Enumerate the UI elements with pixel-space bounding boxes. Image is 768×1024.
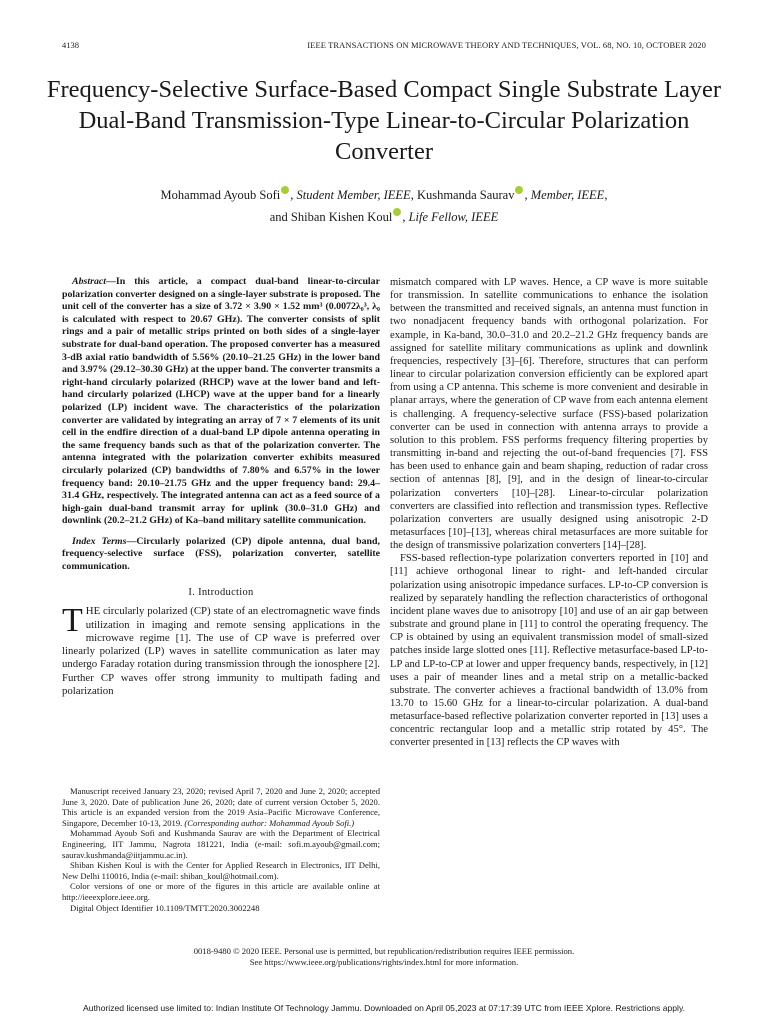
body-paragraph: FSS-based reflection-type polarization converters reported in [10] and [11] achieve orthogonal linear to right- and left-handed circular polarization using anisotropic impedance surfaces. LP-to-CP conversion is realized by separately handling the reflection characteristics of orthogonal incident plane waves due to anisotropy [10] and use of an air gap between substrate and ground plane in [11] to control the operating frequency. The CP is obtained by using an equivalent transmission model of small-sized patches inside large slotted ones [11]. Reflective metasurface-based LP-to-LP and LP-to-CP at lower and upper frequency bands, respectively, in [12] uses a pair of meander lines and a metal strip on a metallic-backed substrate. The converter achieves a fractional bandwidth of 13.0% from 13.70 to 15.60 GHz for a linear-to-circular polarization. A dual-band metasurface-based reflective polarization converter reported in [13] uses a concentric rectangular loop and a metallic strip rotated by 45°. The converter presented in [13] reflects the CP waves with bbox=[390, 553, 708, 749]
abstract-text: —In this article, a compact dual-band linear-to-circular polarization converter designed on a single-layer substrate is proposed. The unit cell of the converter has a size of 3.72 × 3.90 × 1.52 mm³ (0.0072λ₀³, λ₀ is calculated with respect to 20.67 GHz). The converter consists of split rings and a pair of metallic strips printed on both sides of a single-layer substrate for dual-band operation. The proposed converter has a measured 3-dB axial ratio bandwidth of 5.56% (20.10–21.25 GHz) in the lower band and 3.97% (29.12–30.30 GHz) at the upper band. The converter transmits a right-hand circularly polarized (RHCP) wave at the lower band and left-hand circularly polarized (LHCP) wave at the upper band for a linearly polarized (LP) incident wave. The characteristics of the polarization converter are validated by integrating an array of 7 × 7 elements of its unit cell in the endfire direction of a dual-band LP dipole antenna operating in the same frequency bands such as that of the polarization converter. The antenna integrated with the polarization converter exhibits measured circularly polarized (CP) bandwidths of 7.80% and 6.57% in the lower frequency band: 20.10–21.75 GHz and the upper frequency band: 29.4–31.4 GHz, respectively. The integrated antenna can act as a feed source of a high-gain dual-band transmit array for uplink (30.0–31.0 GHz) and downlink (20.2–21.2 GHz) of Ka–band military satellite communication. bbox=[62, 276, 380, 527]
author-name: Shiban Kishen Koul bbox=[290, 210, 393, 224]
footnote-affiliation-2: Shiban Kishen Koul is with the Center for Applied Research in Electronics, IIT Delhi, New Delhi 110016, India (e-mail: shiban_koul@hotmail.com). bbox=[62, 860, 380, 881]
copyright-notice bbox=[62, 946, 706, 968]
orcid-icon[interactable] bbox=[515, 186, 523, 194]
drop-cap: T bbox=[62, 602, 83, 640]
intro-text: HE circularly polarized (CP) state of an electromagnetic wave finds utilization in imaging and remote sensing applications in the microwave regime [1]. The use of CP wave is preferred over linearly polarized (LP) waves in satellite communication as later may undergo Faraday rotation during transmission through the ionosphere [2]. Further CP waves offer strong immunity to multipath fading and polarization bbox=[62, 605, 380, 698]
page-number: 4138 bbox=[62, 40, 79, 50]
footnote-doi: Digital Object Identifier 10.1109/TMTT.2020.3002248 bbox=[70, 902, 260, 913]
footnote-text: Manuscript received January 23, 2020; revised April 7, 2020 and June 2, 2020; accepted June 3, 2020. Date of publication June 26, 2020; date of current version October 5, 2020. This article is an expanded version from the 2019 Asia–Pacific Microwave Conference, Singapore, December 10-13, 2019. bbox=[62, 786, 380, 828]
index-terms bbox=[62, 536, 380, 574]
footnote-color-note: Color versions of one or more of the figures in this article are available online at http://ieeexplore.ieee.org. bbox=[62, 881, 380, 902]
intro-paragraph bbox=[62, 602, 380, 698]
license-footer: Authorized licensed use limited to: Indian Institute Of Technology Jammu. Downloaded on April 05,2023 at 07:17:39 UTC from IEEE Xplore. Restrictions apply. bbox=[82, 1003, 686, 1013]
running-header: IEEE TRANSACTIONS ON MICROWAVE THEORY AND TECHNIQUES, VOL. 68, NO. 10, OCTOBER 2020 bbox=[307, 40, 706, 50]
right-column bbox=[390, 276, 708, 750]
index-terms-label: Index Terms bbox=[72, 535, 127, 547]
section-heading: I. Introduction bbox=[188, 586, 254, 598]
author-prefix: and bbox=[269, 210, 291, 224]
author-name: Mohammad Ayoub Sofi bbox=[160, 188, 281, 202]
author-list bbox=[40, 184, 728, 228]
abstract-label: Abstract bbox=[72, 276, 107, 287]
corresponding-author: (Corresponding author: Mohammad Ayoub Sofi.) bbox=[182, 817, 355, 828]
copyright-line: 0018-9480 © 2020 IEEE. Personal use is permitted, but republication/redistribution requires IEEE permission. bbox=[193, 946, 575, 956]
author-role: Student Member, IEEE bbox=[296, 188, 411, 202]
author-role: Member, IEEE bbox=[530, 188, 605, 202]
paper-title: Frequency-Selective Surface-Based Compact Single Substrate Layer Dual-Band Transmission-Type Linear-to-Circular Polarization Converter bbox=[46, 76, 722, 165]
author-name: Kushmanda Saurav bbox=[416, 188, 515, 202]
orcid-icon[interactable] bbox=[393, 208, 401, 216]
copyright-line: See https://www.ieee.org/publications/rights/index.html for more information. bbox=[249, 957, 519, 967]
abstract bbox=[62, 276, 380, 528]
footnotes bbox=[62, 786, 380, 913]
body-paragraph: mismatch compared with LP waves. Hence, a CP wave is more suitable for transmission. In satellite communications to enhance the isolation between the transmitted and received signals, an antenna must function in two nonadjacent frequency bands with orthogonal polarization. For example, in Ka-band, 30.0–31.0 and 20.2–21.2 GHz frequency bands are assigned for satellite military communications as uplink and downlink frequencies, respectively [3]–[6]. Therefore, structures that can perform linear to circular polarization conversion efficiently can be explored apart from using a CP antenna. This scheme is more convenient and desirable in planar arrays, where the generation of CP wave from each antenna element is challenging. A frequency-selective surface (FSS)-based polarization converter can be used in connection with antenna arrays to provide a solution to this problem. FSS performs frequency filtering properties by transmitting in-band and rejecting the out-of-band frequencies [7]. FSS has been used to enhance gain and beam shaping, reduction of radar cross section of antennas [8], [9], and in the design of linear-to-circular polarization converters [10]–[28]. Linear-to-circular polarization converters are classified into reflection and transmission types. Reflective polarization converters are usually designed using anisotropic 2-D metasurfaces [10]–[13], whereas chiral metasurfaces are more suitable for the design of transmissive polarization converters [14]–[28]. bbox=[390, 277, 708, 552]
author-line-1: Mohammad Ayoub Sofi , Student Member, IEEE, Kushmanda Saurav , Member, IEEE, bbox=[160, 188, 608, 202]
left-column bbox=[62, 276, 380, 698]
footnote-affiliation-1: Mohammad Ayoub Sofi and Kushmanda Saurav are with the Department of Electrical Engineering, IIT Jammu, Nagrota 181221, India (e-mail: sofi.m.ayoub@gmail.com; saurav.kushmanda@iitjammu.ac.in). bbox=[62, 828, 380, 860]
footnote-manuscript bbox=[62, 786, 380, 828]
orcid-icon[interactable] bbox=[281, 186, 289, 194]
author-role: Life Fellow, IEEE bbox=[408, 210, 499, 224]
author-line-2: and Shiban Kishen Koul , Life Fellow, IEEE bbox=[269, 210, 499, 224]
index-terms-text: —Circularly polarized (CP) dipole antenna, dual band, frequency-selective surface (FSS), polarization converter, satellite communication. bbox=[62, 535, 380, 573]
